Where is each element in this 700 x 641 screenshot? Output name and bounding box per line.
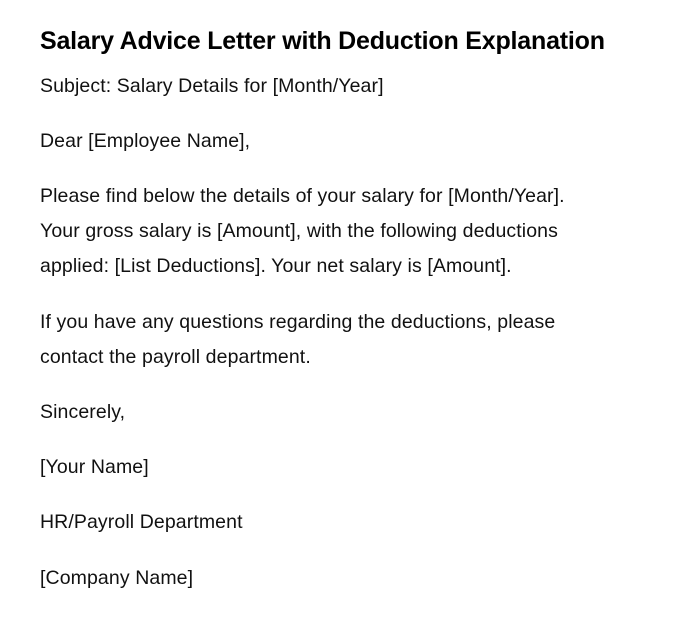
- letter-subject: Subject: Salary Details for [Month/Year]: [40, 75, 384, 97]
- signature-company: [Company Name]: [40, 567, 194, 589]
- letter-title: Salary Advice Letter with Deduction Explanation: [40, 27, 605, 55]
- letter-closing: Sincerely,: [40, 401, 126, 423]
- signature-name: [Your Name]: [40, 456, 149, 478]
- letter-paragraph-questions: If you have any questions regarding the deductions, please contact the payroll department.: [40, 311, 556, 368]
- letter-paragraph-salary-details: Please find below the details of your salary for [Month/Year]. Your gross salary is [Amount], with the following deductions applied: [List Deductions]. Your net salary is [Amount].: [40, 185, 565, 277]
- signature-department: HR/Payroll Department: [40, 511, 243, 533]
- letter-greeting: Dear [Employee Name],: [40, 130, 251, 152]
